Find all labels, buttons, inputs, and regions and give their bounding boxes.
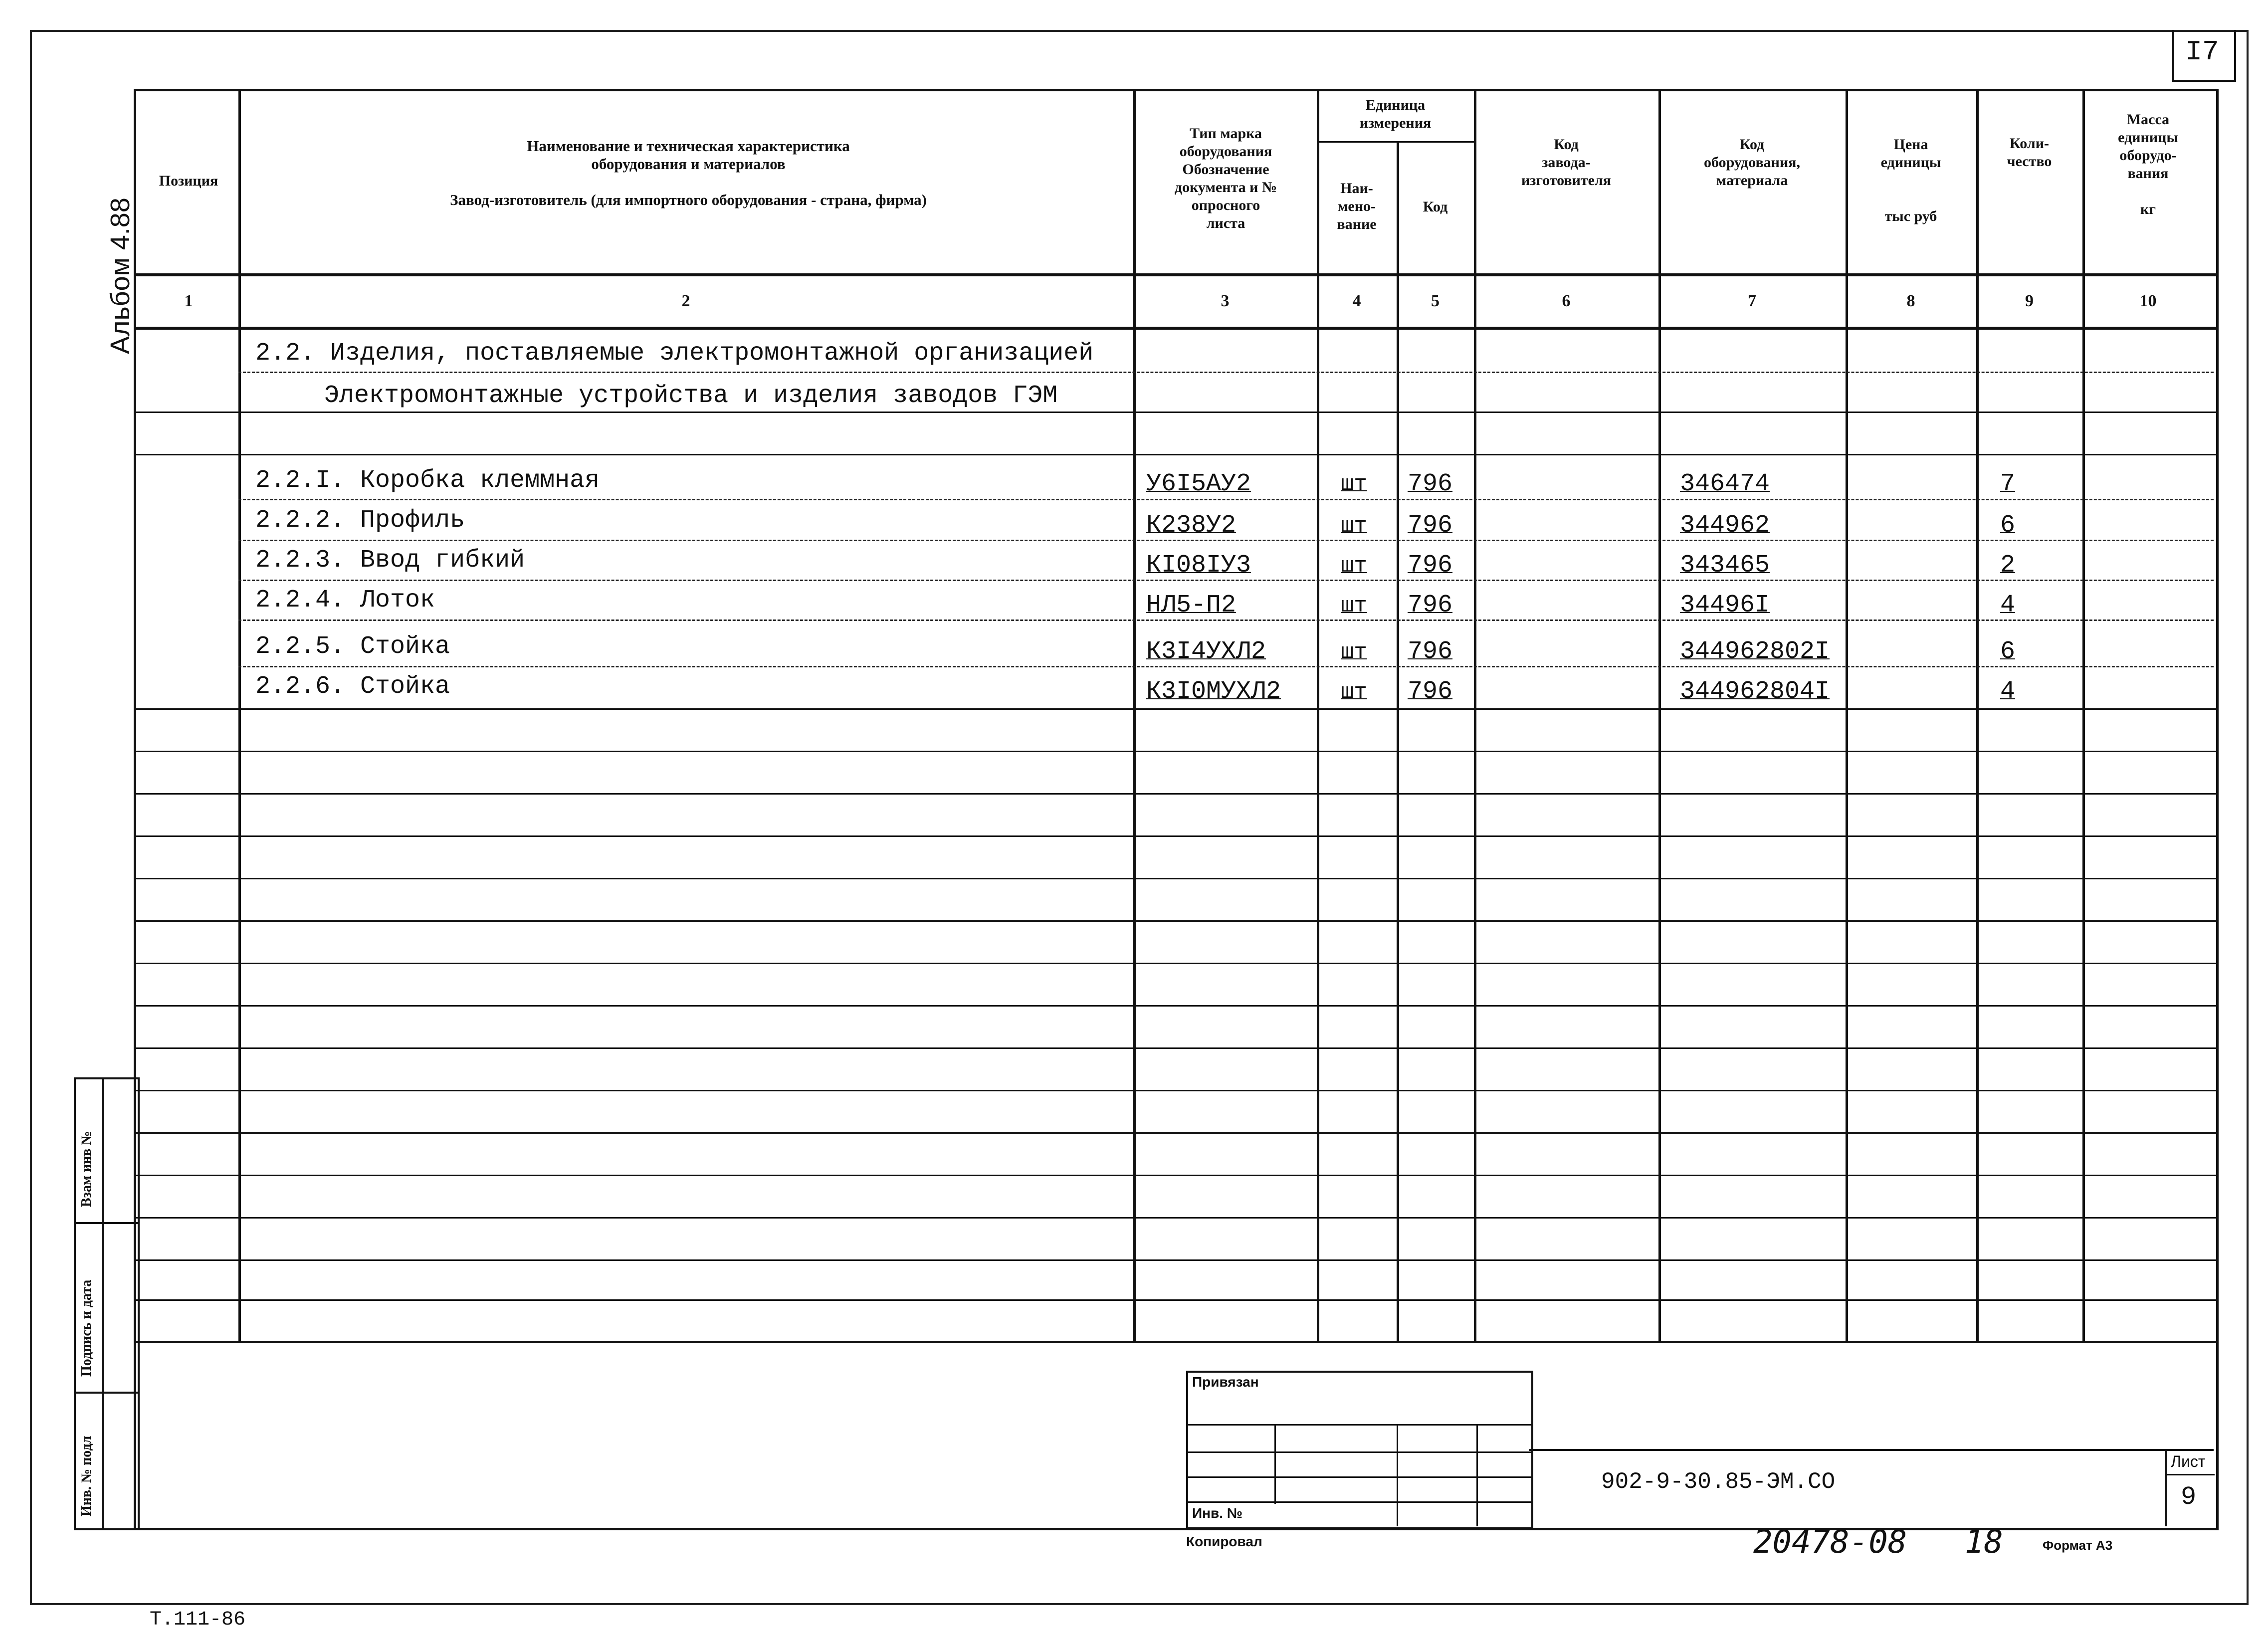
col-number-4: 4 <box>1352 292 1361 310</box>
row-type: У6I5АУ2 <box>1146 470 1251 498</box>
row-material-code: 344962804I <box>1680 677 1830 706</box>
page-number: I7 <box>2185 36 2219 68</box>
row-qty: 2 <box>2000 551 2016 580</box>
col-number-7: 7 <box>1748 292 1756 310</box>
row-unit: шт <box>1341 554 1367 579</box>
sheet-label: Лист <box>2171 1452 2206 1470</box>
col-number-3: 3 <box>1221 292 1230 310</box>
row-unit: шт <box>1341 514 1367 539</box>
row-unit: шт <box>1341 680 1367 705</box>
col-number-6: 6 <box>1562 292 1571 310</box>
row-qty: 6 <box>2000 511 2016 540</box>
col-number-9: 9 <box>2025 292 2034 310</box>
inv-label: Инв. № <box>1192 1505 1243 1521</box>
header-name: Наименование и техническая характеристика оборудования и материалов Завод-изготовитель (для импортного оборудования - страна, фирма) <box>450 137 927 208</box>
row-code: 796 <box>1408 511 1453 540</box>
row-name: 2.2.2. Профиль <box>255 506 465 535</box>
row-type: К238У2 <box>1146 511 1237 540</box>
col-number-10: 10 <box>2139 292 2157 310</box>
album-label: Альбом 4.88 <box>105 198 135 354</box>
row-name: 2.2.3. Ввод гибкий <box>255 546 525 575</box>
row-unit: шт <box>1341 594 1367 618</box>
attached-label: Привязан <box>1192 1374 1259 1390</box>
row-material-code: 343465 <box>1680 551 1770 580</box>
row-unit: шт <box>1341 472 1367 497</box>
header-unit-code: Код <box>1423 199 1448 215</box>
row-material-code: 346474 <box>1680 470 1770 498</box>
header-unit-name: Наи- мено- вание <box>1337 180 1377 232</box>
header-manufacturer-code: Код завода- изготовителя <box>1521 136 1611 189</box>
header-unit-group: Единица измерения <box>1359 97 1432 131</box>
side-stamp-replace-inv: Взам инв № <box>79 1131 94 1207</box>
row-unit: шт <box>1341 640 1367 665</box>
section-title: 2.2. Изделия, поставляемые электромонтажной организацией <box>255 339 1094 368</box>
header-unit-price: Цена единицы тыс руб <box>1880 136 1941 224</box>
row-code: 796 <box>1408 551 1453 580</box>
row-type: НЛ5-П2 <box>1146 591 1237 619</box>
col-number-2: 2 <box>681 292 690 310</box>
header-position: Позиция <box>159 173 218 189</box>
footer-code: Т.111-86 <box>150 1609 246 1631</box>
handwritten-number: 20478-08 18 <box>1753 1524 2003 1561</box>
format-label: Формат А3 <box>2043 1538 2113 1553</box>
row-code: 796 <box>1408 637 1453 666</box>
col-number-5: 5 <box>1431 292 1440 310</box>
row-material-code: 344962802I <box>1680 637 1830 666</box>
row-code: 796 <box>1408 470 1453 498</box>
col-number-1: 1 <box>184 292 193 310</box>
row-name: 2.2.6. Стойка <box>255 672 450 701</box>
row-code: 796 <box>1408 591 1453 619</box>
header-equipment-code: Код оборудования, материала <box>1704 136 1800 189</box>
side-stamp-signature-date: Подпись и дата <box>79 1279 94 1377</box>
row-type: К3I0МУХЛ2 <box>1146 677 1281 706</box>
row-name: 2.2.4. Лоток <box>255 586 435 615</box>
header-type: Тип марка оборудования Обозначение документа и № опросного листа <box>1174 125 1277 231</box>
row-name: 2.2.5. Стойка <box>255 632 450 661</box>
row-name: 2.2.I. Коробка клеммная <box>255 466 600 495</box>
row-type: К3I4УХЛ2 <box>1146 637 1266 666</box>
document-code: 902-9-30.85-ЭМ.СО <box>1601 1469 1836 1495</box>
row-qty: 6 <box>2000 637 2016 666</box>
row-qty: 7 <box>2000 470 2016 498</box>
row-material-code: 34496I <box>1680 591 1770 619</box>
row-type: КI08IУ3 <box>1146 551 1251 580</box>
header-quantity: Коли- чество <box>2007 135 2052 170</box>
sheet-number: 9 <box>2181 1482 2197 1512</box>
subsection-title: Электромонтажные устройства и изделия заводов ГЭМ <box>324 382 1058 410</box>
row-code: 796 <box>1408 677 1453 706</box>
copied-label: Копировал <box>1186 1534 1262 1549</box>
side-stamp-inv-original: Инв. № подл <box>79 1436 94 1516</box>
row-qty: 4 <box>2000 591 2016 619</box>
row-material-code: 344962 <box>1680 511 1770 540</box>
row-qty: 4 <box>2000 677 2016 706</box>
header-mass: Масса единицы оборудо- вания кг <box>2118 111 2178 217</box>
col-number-8: 8 <box>1906 292 1915 310</box>
